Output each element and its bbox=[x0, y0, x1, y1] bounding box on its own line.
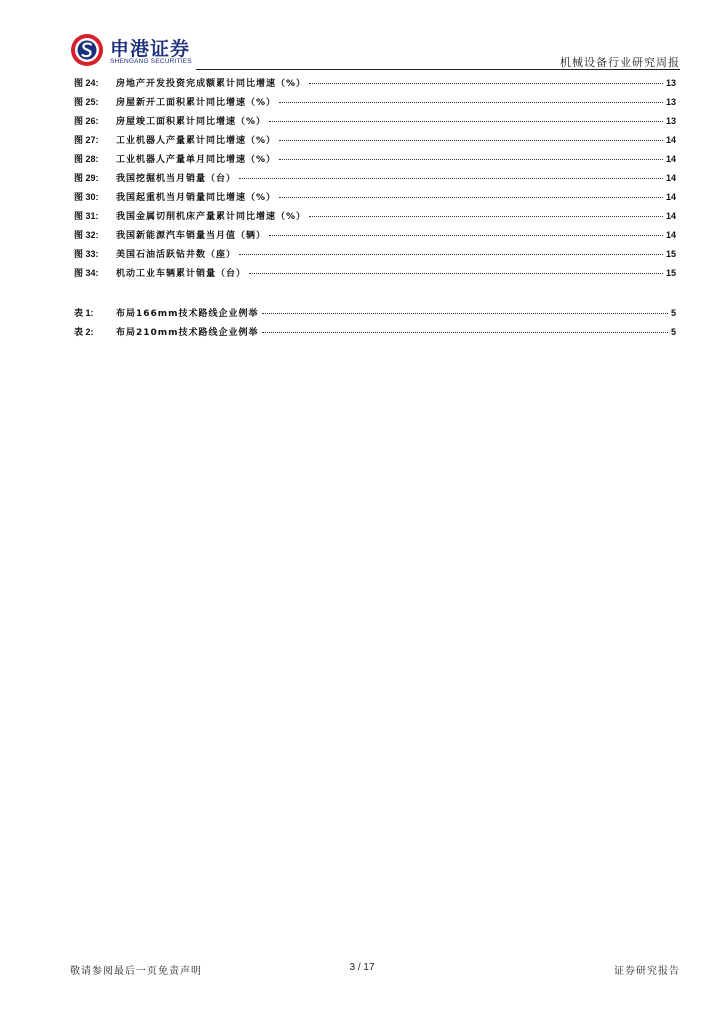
toc-page: 14 bbox=[665, 154, 676, 164]
report-type: 证券研究报告 bbox=[614, 966, 680, 977]
toc-leader bbox=[279, 140, 663, 141]
toc-entry-table-1[interactable] bbox=[74, 306, 676, 325]
toc-label: 图 26: bbox=[74, 116, 99, 126]
toc-title: 我国挖掘机当月销量（台） bbox=[116, 174, 237, 184]
toc-label: 图 25: bbox=[74, 97, 99, 107]
toc-label: 图 34: bbox=[74, 268, 99, 278]
toc-leader bbox=[279, 102, 663, 103]
toc-entry-figure-24[interactable] bbox=[74, 76, 676, 95]
toc-label: 图 32: bbox=[74, 230, 99, 240]
toc-title: 房屋新开工面积累计同比增速（%） bbox=[116, 98, 277, 108]
report-title: 机械设备行业研究周报 bbox=[560, 56, 680, 69]
page-number: 3 / 17 bbox=[349, 962, 375, 973]
toc-page: 14 bbox=[665, 230, 676, 240]
toc-label: 图 29: bbox=[74, 173, 99, 183]
toc-entry-figure-33[interactable] bbox=[74, 247, 676, 266]
toc-label: 图 33: bbox=[74, 249, 99, 259]
toc-leader bbox=[262, 313, 668, 314]
toc-leader bbox=[279, 197, 663, 198]
toc-title: 机动工业车辆累计销量（台） bbox=[116, 269, 247, 279]
toc-page: 14 bbox=[665, 135, 676, 145]
toc-page: 5 bbox=[670, 327, 676, 337]
toc-leader bbox=[239, 178, 663, 179]
toc-title: 我国金属切削机床产量累计同比增速（%） bbox=[116, 212, 307, 222]
toc-leader bbox=[262, 332, 668, 333]
page-header bbox=[0, 0, 724, 80]
toc-page: 14 bbox=[665, 173, 676, 183]
toc-page: 15 bbox=[665, 268, 676, 278]
logo-english-name: SHENGANG SECURITIES bbox=[110, 58, 192, 65]
toc-entry-figure-28[interactable] bbox=[74, 152, 676, 171]
toc-entry-table-2[interactable] bbox=[74, 325, 676, 344]
toc-leader bbox=[309, 83, 663, 84]
disclaimer-note: 敬请参阅最后一页免责声明 bbox=[70, 966, 202, 977]
toc-title: 我国新能源汽车销量当月值（辆） bbox=[116, 231, 267, 241]
shengang-logo-icon bbox=[70, 33, 104, 67]
toc-leader bbox=[279, 159, 663, 160]
toc-title: 房屋竣工面积累计同比增速（%） bbox=[116, 117, 267, 127]
toc-label: 图 30: bbox=[74, 192, 99, 202]
toc-page: 15 bbox=[665, 249, 676, 259]
toc-label: 表 1: bbox=[74, 308, 94, 318]
toc-entry-figure-30[interactable] bbox=[74, 190, 676, 209]
toc-entry-figure-31[interactable] bbox=[74, 209, 676, 228]
table-index bbox=[74, 306, 676, 344]
toc-label: 图 28: bbox=[74, 154, 99, 164]
toc-page: 13 bbox=[665, 97, 676, 107]
toc-leader bbox=[309, 216, 663, 217]
toc-title: 布局210mm技术路线企业例举 bbox=[116, 328, 259, 338]
toc-entry-figure-27[interactable] bbox=[74, 133, 676, 152]
toc-label: 表 2: bbox=[74, 327, 94, 337]
toc-label: 图 24: bbox=[74, 78, 99, 88]
toc-title: 我国起重机当月销量同比增速（%） bbox=[116, 193, 277, 203]
company-logo bbox=[70, 33, 200, 71]
toc-entry-figure-26[interactable] bbox=[74, 114, 676, 133]
toc-leader bbox=[269, 235, 663, 236]
toc-label: 图 31: bbox=[74, 211, 99, 221]
toc-leader bbox=[249, 273, 663, 274]
toc-title: 工业机器人产量累计同比增速（%） bbox=[116, 136, 277, 146]
logo-chinese-name: 申港证券 bbox=[110, 38, 191, 60]
toc-leader bbox=[269, 121, 663, 122]
toc-title: 房地产开发投资完成额累计同比增速（%） bbox=[116, 79, 307, 89]
toc-title: 美国石油活跃钻井数（座） bbox=[116, 250, 237, 260]
figure-index bbox=[74, 76, 676, 285]
toc-page: 13 bbox=[665, 116, 676, 126]
toc-page: 13 bbox=[665, 78, 676, 88]
toc-leader bbox=[239, 254, 663, 255]
toc-title: 工业机器人产量单月同比增速（%） bbox=[116, 155, 277, 165]
toc-entry-figure-25[interactable] bbox=[74, 95, 676, 114]
toc-entry-figure-34[interactable] bbox=[74, 266, 676, 285]
toc-entry-figure-32[interactable] bbox=[74, 228, 676, 247]
toc-title: 布局166mm技术路线企业例举 bbox=[116, 309, 259, 319]
header-divider bbox=[196, 69, 680, 70]
toc-label: 图 27: bbox=[74, 135, 99, 145]
toc-page: 5 bbox=[670, 308, 676, 318]
page-footer bbox=[0, 962, 724, 982]
toc-page: 14 bbox=[665, 192, 676, 202]
toc-entry-figure-29[interactable] bbox=[74, 171, 676, 190]
toc-page: 14 bbox=[665, 211, 676, 221]
